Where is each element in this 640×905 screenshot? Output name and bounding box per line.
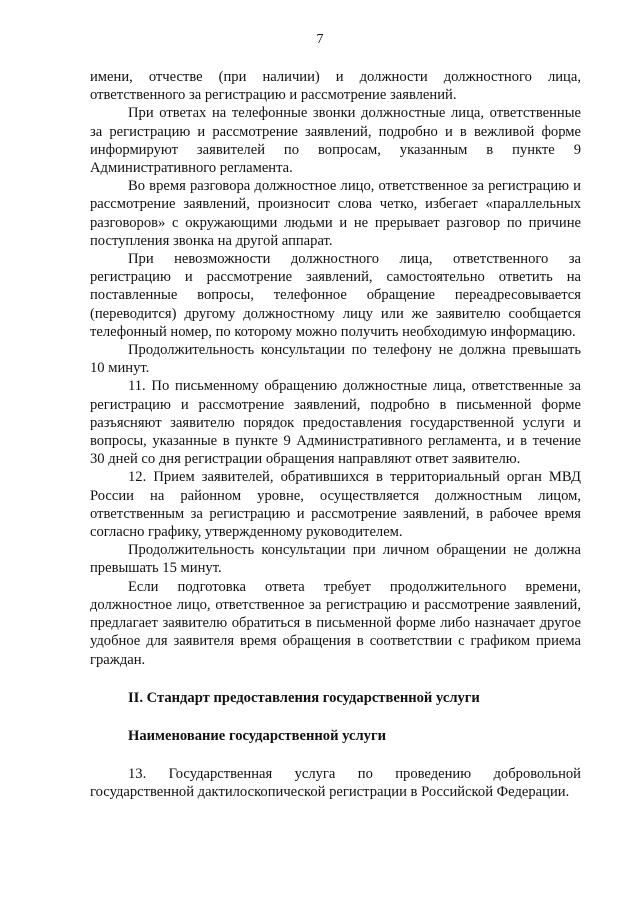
- paragraph-phone-answers: При ответах на телефонные звонки должностные лица, ответственные за регистрацию и рассмотрение заявлений, подробно и в вежливой форме информируют заявителей по вопросам, указанным в пункте 9 Административного регламента.: [90, 105, 581, 177]
- page-number: 7: [316, 32, 324, 47]
- paragraph-item-12: 12. Прием заявителей, обратившихся в территориальный орган МВД России на районном уровне, осуществляется должностным лицом, ответственным за регистрацию и рассмотрение заявлений, в рабочее время согласно графику, утвержденному руководителем.: [90, 469, 581, 541]
- paragraph-long-preparation: Если подготовка ответа требует продолжительного времени, должностное лицо, ответственное за регистрацию и рассмотрение заявлений, предлагает заявителю обратиться в письменной форме либо назначает другое удобное для заявителя время обращения в соответствии с графиком приема граждан.: [90, 578, 581, 668]
- paragraph-conversation: Во время разговора должностное лицо, ответственное за регистрацию и рассмотрение заявлений, произносит слова четко, избегает «параллельных разговоров» с окружающими людьми и не прерывает разговор по причине поступления звонка на другой аппарат.: [90, 178, 581, 249]
- paragraph-redirect: При невозможности должностного лица, ответственного за регистрацию и рассмотрение заявлений, самостоятельно ответить на поставленные вопросы, телефонное обращение переадресовывается (переводится) другому должностному лицу или же заявителю сообщается телефонный номер, по которому можно получить необходимую информацию.: [90, 251, 581, 340]
- paragraph-visit-duration: Продолжительность консультации при личном обращении не должна превышать 15 минут.: [90, 542, 581, 577]
- paragraph-phone-duration: Продолжительность консультации по телефону не должна превышать 10 минут.: [90, 342, 581, 377]
- paragraph-item-13: 13. Государственная услуга по проведению добровольной государственной дактилоскопической регистрации в Российской Федерации.: [90, 766, 581, 801]
- paragraph-continuation: имени, отчестве (при наличии) и должности должностного лица, ответственного за регистрацию и рассмотрение заявлений.: [90, 69, 581, 104]
- subsection-heading: Наименование государственной услуги: [128, 727, 386, 744]
- paragraph-item-11: 11. По письменному обращению должностные лица, ответственные за регистрацию и рассмотрение заявлений, подробно в письменной форме разъясняют заявителю порядок предоставления государственной услуги и вопросы, указанные в пункте 9 Административного регламента, и в течение 30 дней со дня регистрации обращения направляют ответ заявителю.: [90, 378, 581, 468]
- document-body: [90, 68, 581, 802]
- section-heading: II. Стандарт предоставления государственной услуги: [128, 689, 480, 706]
